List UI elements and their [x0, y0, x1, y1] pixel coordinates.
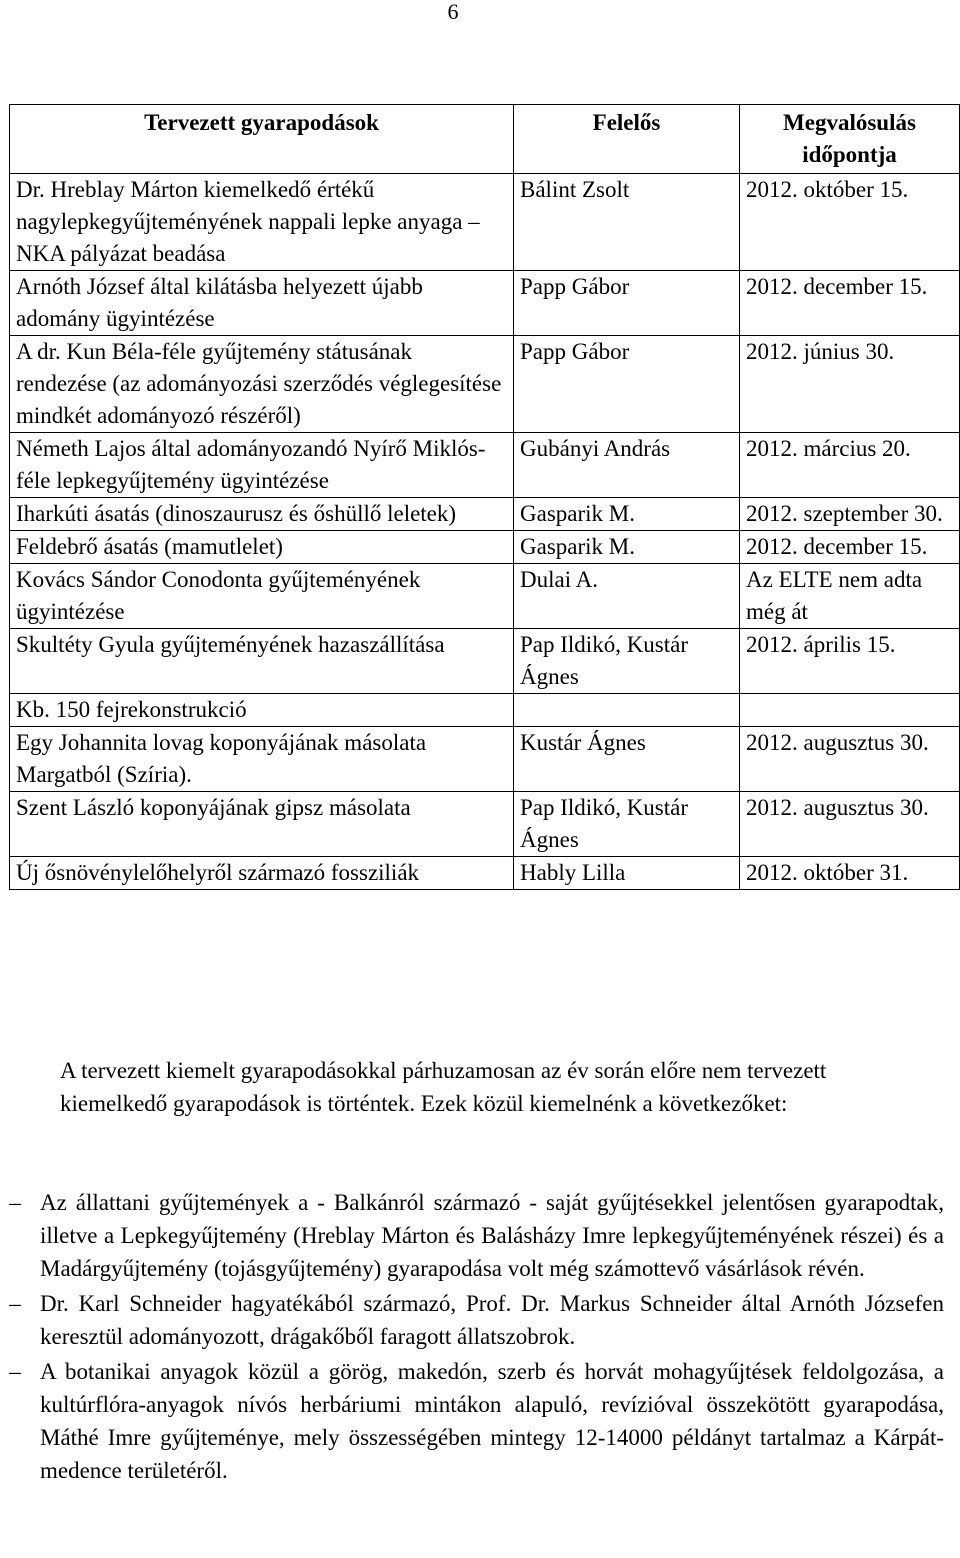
cell-responsible: Papp Gábor — [514, 271, 740, 336]
cell-deadline: 2012. december 15. — [740, 531, 960, 564]
table-row — [10, 727, 960, 792]
cell-deadline — [740, 694, 960, 727]
table-row — [10, 498, 960, 531]
cell-responsible: Gasparik M. — [514, 498, 740, 531]
header-deadline: Megvalósulás időpontja — [740, 105, 960, 174]
list-item-text: Az állattani gyűjtemények a - Balkánról származó - saját gyűjtésekkel jelentősen gyarapodtak, illetve a Lepkegyűjtemény (Hreblay Márton és Balásházy Imre lepkegyűjteményének részei) és a Madárgyűjtemény (tojásgyűjtemény) gyarapodása volt még számottevő vásárlások révén. — [40, 1190, 944, 1281]
table-row — [10, 336, 960, 433]
list-item-text: A botanikai anyagok közül a görög, makedón, szerb és horvát mohagyűjtések feldolgozása, a kultúrflóra-anyagok nívós herbáriumi mintákon alapuló, revízióval összekötött gyarapodása, Máthé Imre gyűjteménye, mely összességében mintegy 12-14000 példányt tartalmaz a Kárpát-medence területéről. — [40, 1359, 944, 1483]
list-item-text: Dr. Karl Schneider hagyatékából származó, Prof. Dr. Markus Schneider által Arnóth Józsefen keresztül adományozott, drágakőből faragott állatszobrok. — [40, 1291, 944, 1349]
cell-deadline: 2012. június 30. — [740, 336, 960, 433]
cell-item: Szent László koponyájának gipsz másolata — [10, 792, 514, 857]
header-planned: Tervezett gyarapodások — [10, 105, 514, 174]
cell-deadline: 2012. október 31. — [740, 857, 960, 890]
cell-item: Kb. 150 fejrekonstrukció — [10, 694, 514, 727]
cell-responsible: Hably Lilla — [514, 857, 740, 890]
cell-item: Egy Johannita lovag koponyájának másolata Margatból (Szíria). — [10, 727, 514, 792]
cell-deadline: 2012. április 15. — [740, 629, 960, 694]
cell-deadline: 2012. szeptember 30. — [740, 498, 960, 531]
cell-responsible: Pap Ildikó, Kustár Ágnes — [514, 629, 740, 694]
list-item — [0, 1287, 944, 1353]
cell-responsible — [514, 694, 740, 727]
acquisitions-table — [9, 104, 960, 890]
cell-item: Dr. Hreblay Márton kiemelkedő értékű nagylepkegyűjteményének nappali lepke anyaga – NKA pályázat beadása — [10, 174, 514, 271]
table-header-row — [10, 105, 960, 174]
cell-item: Iharkúti ásatás (dinoszaurusz és őshüllő leletek) — [10, 498, 514, 531]
header-responsible: Felelős — [514, 105, 740, 174]
cell-item: A dr. Kun Béla-féle gyűjtemény státusának rendezése (az adományozási szerződés véglegesítése mindkét adományozó részéről) — [10, 336, 514, 433]
cell-deadline: Az ELTE nem adta még át — [740, 564, 960, 629]
cell-responsible: Papp Gábor — [514, 336, 740, 433]
table-row — [10, 531, 960, 564]
table-row — [10, 694, 960, 727]
dash-marker: – — [9, 1359, 21, 1384]
cell-deadline: 2012. október 15. — [740, 174, 960, 271]
cell-responsible: Bálint Zsolt — [514, 174, 740, 271]
table-row — [10, 271, 960, 336]
table-row — [10, 857, 960, 890]
cell-responsible: Gubányi András — [514, 433, 740, 498]
cell-item: Kovács Sándor Conodonta gyűjteményének ügyintézése — [10, 564, 514, 629]
table-row — [10, 564, 960, 629]
highlights-list — [0, 1186, 944, 1489]
cell-responsible: Kustár Ágnes — [514, 727, 740, 792]
dash-marker: – — [9, 1291, 21, 1316]
cell-responsible: Dulai A. — [514, 564, 740, 629]
cell-item: Feldebrő ásatás (mamutlelet) — [10, 531, 514, 564]
cell-deadline: 2012. március 20. — [740, 433, 960, 498]
cell-deadline: 2012. augusztus 30. — [740, 792, 960, 857]
table-row — [10, 792, 960, 857]
dash-marker: – — [9, 1190, 21, 1215]
table-row — [10, 629, 960, 694]
cell-item: Skultéty Gyula gyűjteményének hazaszállítása — [10, 629, 514, 694]
cell-item: Új ősnövénylelőhelyről származó fossziliák — [10, 857, 514, 890]
cell-deadline: 2012. december 15. — [740, 271, 960, 336]
intro-paragraph: A tervezett kiemelt gyarapodásokkal párhuzamosan az év során előre nem tervezett kiemelkedő gyarapodások is történtek. Ezek közül kiemelnénk a következőket: — [60, 1058, 827, 1116]
table-row — [10, 174, 960, 271]
cell-responsible: Pap Ildikó, Kustár Ágnes — [514, 792, 740, 857]
cell-deadline: 2012. augusztus 30. — [740, 727, 960, 792]
list-item — [0, 1355, 944, 1487]
list-item — [0, 1186, 944, 1285]
table-row — [10, 433, 960, 498]
cell-responsible: Gasparik M. — [514, 531, 740, 564]
page-number: 6 — [447, 0, 459, 24]
cell-item: Németh Lajos által adományozandó Nyírő Miklós-féle lepkegyűjtemény ügyintézése — [10, 433, 514, 498]
cell-item: Arnóth József által kilátásba helyezett újabb adomány ügyintézése — [10, 271, 514, 336]
